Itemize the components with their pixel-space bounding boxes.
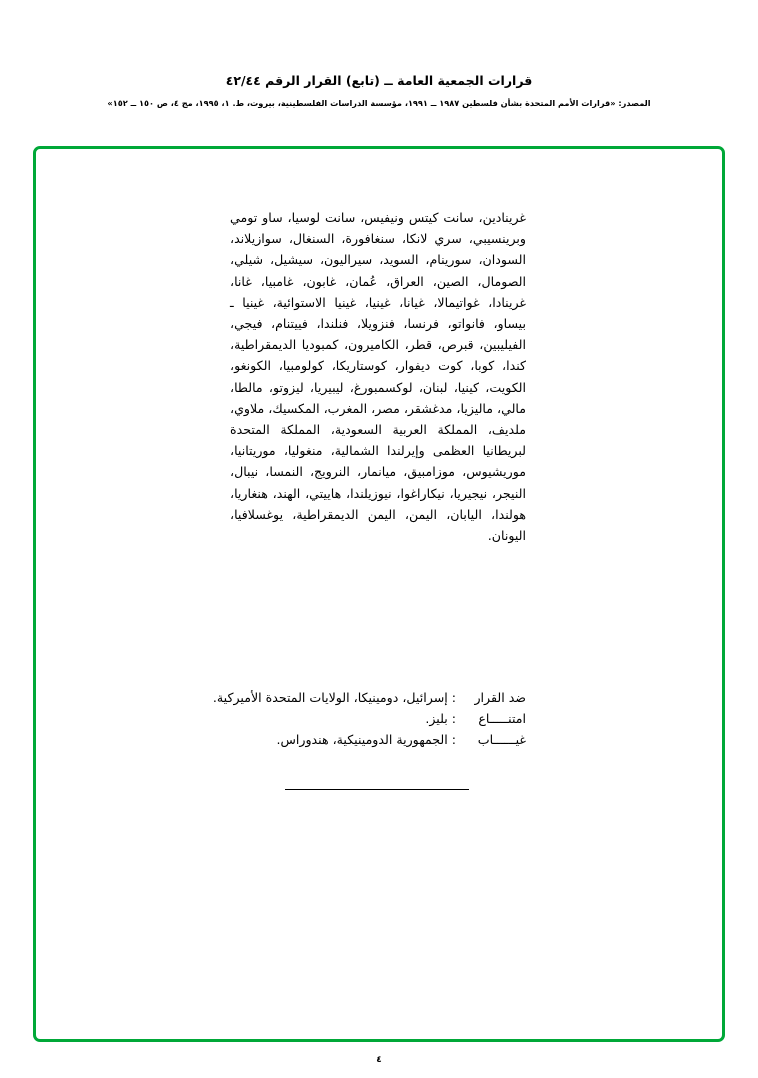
horizontal-rule xyxy=(285,789,469,790)
page-title: قرارات الجمعية العامة ــ (تابع) القرار الرقم ٤٢/٤٤ xyxy=(225,73,533,88)
country-list-text: غرينادين، سانت كيتس ونيفيس، سانت لوسيا، ساو تومي وبرينسيبي، سري لانكا، سنغافورة، السنغال، سوازيلاند، السودان، سورينام، السويد، سيراليون، سيشيل، شيلي، الصومال، الصين، العراق، عُمان، غابون، غامبيا، غانا، غرينادا، غواتيمالا، غيانا، غينيا، غينيا الاستوائية، غينيا ـ بيساو، فانواتو، فرنسا، فنزويلا، فنلندا، فييتنام، فيجي، الفيليبين، قبرص، قطر، الكاميرون، كمبوديا الديمقراطية، كندا، كوبا، كوت ديفوار، كوستاريكا، كولومبيا، الكونغو، الكويت، كينيا، لبنان، لوكسمبورغ، ليبيريا، ليزوتو، مالطا، مالي، ماليزيا، مدغشقر، مصر، المغرب، المكسيك، ملاوي، ملديف، المملكة العربية السعودية، المملكة المتحدة لبريطانيا العظمى وإيرلندا الشمالية، منغوليا، موريتانيا، موريشيوس، موزامبيق، ميانمار، النرويج، النمسا، نيبال، النيجر، نيجيريا، نيكاراغوا، نيوزيلندا، هاييتي، الهند، هنغاريا، هولندا، اليابان، اليمن، اليمن الديمقراطية، يوغسلافيا، اليونان. xyxy=(230,210,526,544)
green-content-frame xyxy=(33,146,725,1042)
tally-label: امتنـــــاع xyxy=(478,711,526,727)
tally-value: بليز. xyxy=(425,711,448,727)
tally-value: الجمهورية الدومينيكية، هندوراس. xyxy=(276,732,448,748)
source-citation: المصدر: «قرارات الأمم المتحدة بشأن فلسطين ١٩٨٧ ــ ١٩٩١، مؤسسة الدراسات الفلسطينية، بيروت، ط. ١، ١٩٩٥، مج ٤، ص ١٥٠ ــ ١٥٢» xyxy=(107,97,651,108)
vote-tally-list xyxy=(196,687,526,751)
tally-label: ضد القرار xyxy=(474,690,526,705)
tally-colon: : xyxy=(451,711,456,727)
page-number: ٤ xyxy=(376,1055,382,1065)
tally-value: إسرائيل، دومينيكا، الولايات المتحدة الأميركية. xyxy=(212,690,448,705)
country-list-paragraph xyxy=(230,207,526,546)
tally-row xyxy=(196,708,526,729)
tally-colon: : xyxy=(451,732,456,748)
page-header xyxy=(0,72,758,109)
tally-row xyxy=(196,729,526,750)
tally-label: غيــــــاب xyxy=(477,732,526,748)
tally-row xyxy=(196,687,526,708)
tally-colon: : xyxy=(451,690,456,705)
